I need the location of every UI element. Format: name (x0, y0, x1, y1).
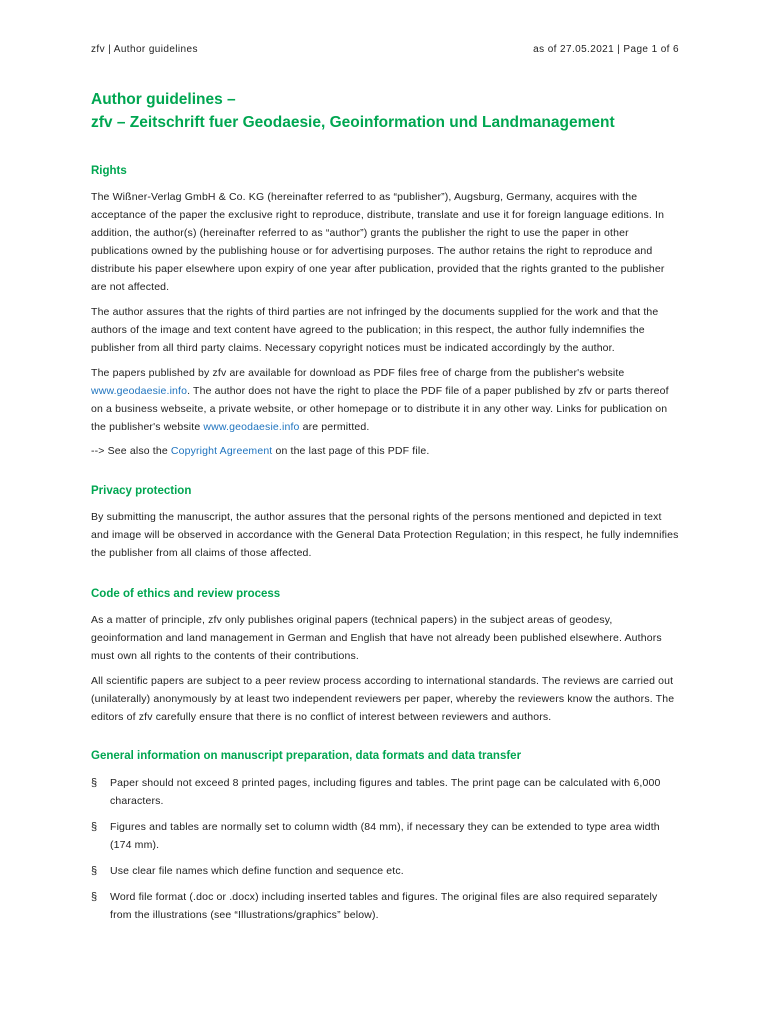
rights-p4-text-b: on the last page of this PDF file. (272, 445, 430, 457)
general-heading: General information on manuscript preparation, data formats and data transfer (91, 750, 522, 762)
rights-paragraph-1: The Wißner-Verlag GmbH & Co. KG (hereinafter referred to as “publisher”), Augsburg, Germany, acquires with the acceptance of the paper the exclusive right to reproduce, distribute, translate and use it for foreign language editions. In addition, the author(s) (hereinafter referred to as “author”) grants the publisher the right to use the paper in other publications owned by the publishing house or for advertising purposes. The author retains the right to reproduce and distribute his paper elsewhere upon expiry of one year after publication, provided that the rights granted to the publisher are not affected. (91, 191, 665, 293)
geodaesie-link-1[interactable]: www.geodaesie.info (91, 385, 188, 397)
rights-paragraph-3 (91, 364, 679, 436)
section-mark: § (91, 891, 98, 903)
rights-p4-text-a: --> See also the (91, 445, 171, 457)
page-header (91, 44, 679, 55)
section-ethics (91, 586, 679, 726)
header-right: as of 27.05.2021 | Page 1 of 6 (533, 44, 679, 55)
list-item-text: Figures and tables are normally set to column width (84 mm), if necessary they can be extended to type area width (174 mm). (110, 821, 660, 851)
ethics-paragraph-2: All scientific papers are subject to a peer review process according to international standards. The reviews are carried out (unilaterally) anonymously by at least two independent reviewers per paper, whereby the reviewers know the authors. The editors of zfv carefully ensure that there is no conflict of interest between reviewers and authors. (91, 675, 675, 723)
document-title (91, 88, 679, 134)
privacy-heading: Privacy protection (91, 485, 192, 497)
list-item-text: Paper should not exceed 8 printed pages, including figures and tables. The print page can be calculated with 6,000 characters. (110, 777, 661, 807)
rights-p3-text-b: . The author does not have the right to place the PDF file of a paper published by zfv or parts thereof on a business webseite, a private website, or other homepage or to distribute it in any other way. Links for publication on the publisher's website (91, 385, 669, 433)
rights-paragraph-2: The author assures that the rights of third parties are not infringed by the documents supplied for the work and that the authors of the image and text content have agreed to the publication; in this respect, the author fully indemnifies the publisher from all third party claims. Necessary copyright notices must be indicated accordingly by the author. (91, 306, 659, 354)
section-mark: § (91, 865, 98, 877)
bullet-list (91, 774, 679, 924)
rights-paragraph-4 (91, 442, 679, 460)
section-general (91, 748, 679, 924)
rights-p3-text-a: The papers published by zfv are available for download as PDF files free of charge from the publisher's website (91, 367, 625, 379)
privacy-paragraph-1: By submitting the manuscript, the author assures that the personal rights of the persons mentioned and depicted in text and image will be observed in accordance with the General Data Protection Regulation; in this respect, he fully indemnifies the publisher from all claims of those affected. (91, 511, 679, 559)
list-item (91, 888, 679, 924)
list-item (91, 818, 679, 854)
section-mark: § (91, 821, 98, 833)
section-mark: § (91, 777, 98, 789)
header-left: zfv | Author guidelines (91, 44, 198, 55)
title-line-2: zfv – Zeitschrift fuer Geodaesie, Geoinformation und Landmanagement (91, 114, 615, 131)
section-rights (91, 163, 679, 460)
list-item (91, 774, 679, 810)
page-content (91, 88, 679, 924)
rights-heading: Rights (91, 165, 127, 177)
list-item (91, 862, 679, 880)
copyright-agreement-link[interactable]: Copyright Agreement (170, 445, 273, 457)
ethics-heading: Code of ethics and review process (91, 588, 281, 600)
geodaesie-link-2[interactable]: www.geodaesie.info (203, 421, 300, 433)
ethics-paragraph-1: As a matter of principle, zfv only publishes original papers (technical papers) in the subject areas of geodesy, geoinformation and land management in German and English that have not already been published elsewhere. Authors must own all rights to the contents of their contributions. (91, 614, 662, 662)
rights-p3-text-c: are permitted. (299, 421, 370, 433)
list-item-text: Word file format (.doc or .docx) including inserted tables and figures. The original files are also required separately from the illustrations (see “Illustrations/graphics” below). (110, 891, 658, 921)
title-line-1: Author guidelines – (91, 91, 236, 108)
section-privacy (91, 483, 679, 562)
list-item-text: Use clear file names which define function and sequence etc. (110, 865, 404, 877)
